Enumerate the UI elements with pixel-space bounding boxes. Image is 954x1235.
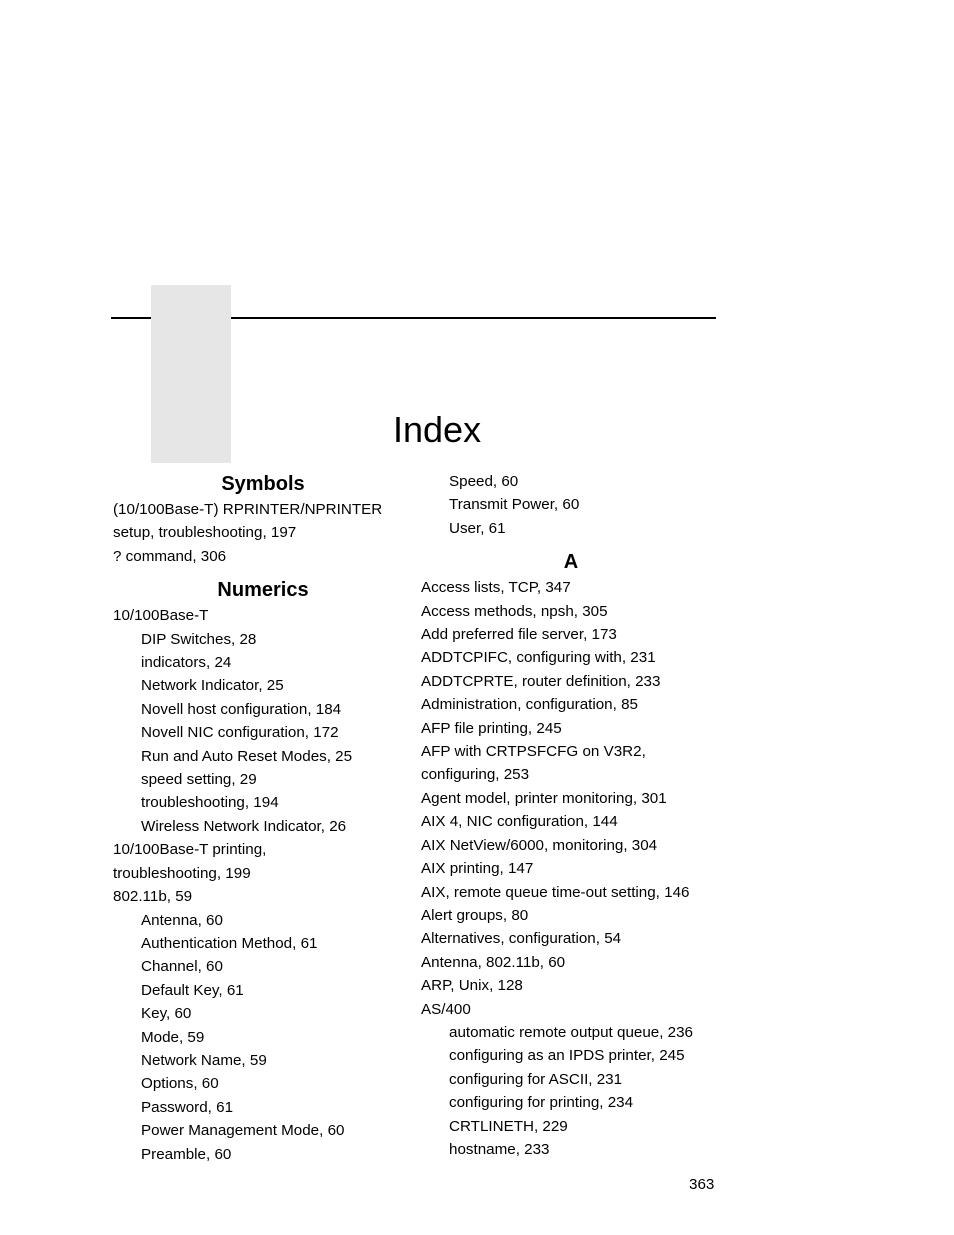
index-entry: Agent model, printer monitoring, 301 [421,789,667,807]
index-entry: AFP with CRTPSFCFG on V3R2, [421,743,646,761]
index-entry: Novell host configuration, 184 [141,700,342,718]
index-entry: configuring as an IPDS printer, 245 [449,1047,685,1065]
index-entry: Password, 61 [141,1098,234,1116]
index-entry: setup, troubleshooting, 197 [113,524,297,542]
index-entry: automatic remote output queue, 236 [449,1023,694,1041]
index-entry: AFP file printing, 245 [421,719,562,737]
index-entry: Channel, 60 [141,958,223,976]
header-rule-left [111,317,151,319]
index-entry: configuring, 253 [421,766,530,784]
index-entry: configuring for printing, 234 [449,1094,634,1112]
index-entry: Novell NIC configuration, 172 [141,724,339,742]
entry-list-continued [421,470,721,540]
index-entry: Add preferred file server, 173 [421,626,617,644]
index-entry: ? command, 306 [113,547,227,565]
section-heading-numerics: Numerics [217,579,309,602]
index-entry: AS/400 [421,1000,471,1018]
index-entry: Preamble, 60 [141,1145,232,1163]
entry-list-numerics [113,604,413,1166]
page-number: 363 [689,1176,715,1193]
index-entry: Options, 60 [141,1075,219,1093]
index-entry: Network Indicator, 25 [141,677,284,695]
index-entry: Speed, 60 [449,473,519,490]
index-entry: ADDTCPRTE, router definition, 233 [421,672,661,690]
index-entry: AIX printing, 147 [421,860,534,878]
index-entry: speed setting, 29 [141,771,257,789]
index-entry: Run and Auto Reset Modes, 25 [141,747,353,765]
index-column-left [113,470,413,1166]
index-entry: Transmit Power, 60 [449,496,580,514]
index-entry: Power Management Mode, 60 [141,1122,345,1140]
index-entry: 802.11b, 59 [113,888,193,906]
header-rule-right [231,317,716,319]
entry-list-symbols [113,498,413,568]
index-entry: configuring for ASCII, 231 [449,1070,623,1088]
index-entry: Antenna, 802.11b, 60 [421,953,566,971]
index-entry: troubleshooting, 194 [141,794,279,812]
index-entry: AIX, remote queue time-out setting, 146 [421,883,690,901]
index-entry: Antenna, 60 [141,911,223,929]
index-entry: ARP, Unix, 128 [421,977,523,995]
index-entry: indicators, 24 [141,654,232,672]
index-entry: Access methods, npsh, 305 [421,602,608,620]
index-entry: AIX 4, NIC configuration, 144 [421,813,618,831]
index-entry: 10/100Base-T printing, [113,841,267,859]
index-entry: Mode, 59 [141,1028,205,1046]
index-column-right [421,470,721,1161]
index-entry: (10/100Base-T) RPRINTER/NPRINTER [113,501,383,518]
index-entry: Access lists, TCP, 347 [421,579,571,597]
index-entry: Network Name, 59 [141,1051,267,1069]
index-entry: hostname, 233 [449,1140,550,1158]
page-title: Index [393,409,482,450]
index-entry: AIX NetView/6000, monitoring, 304 [421,836,658,854]
section-heading-a: A [563,551,579,574]
index-entry: DIP Switches, 28 [141,630,257,648]
index-entry: Authentication Method, 61 [141,934,318,952]
index-entry: Default Key, 61 [141,981,244,999]
index-entry: ADDTCPIFC, configuring with, 231 [421,649,656,667]
chapter-tab-block [151,285,231,463]
index-entry: 10/100Base-T [113,607,209,625]
index-entry: Administration, configuration, 85 [421,696,638,714]
index-entry: troubleshooting, 199 [113,864,251,882]
section-heading-symbols: Symbols [221,473,305,495]
index-entry: User, 61 [449,519,506,537]
index-entry: Alternatives, configuration, 54 [421,930,622,948]
entry-list-a [421,576,721,1161]
index-entry: Key, 60 [141,1005,192,1023]
index-entry: Wireless Network Indicator, 26 [141,817,347,835]
index-entry: Alert groups, 80 [421,906,529,924]
index-entry: CRTLINETH, 229 [449,1117,568,1135]
